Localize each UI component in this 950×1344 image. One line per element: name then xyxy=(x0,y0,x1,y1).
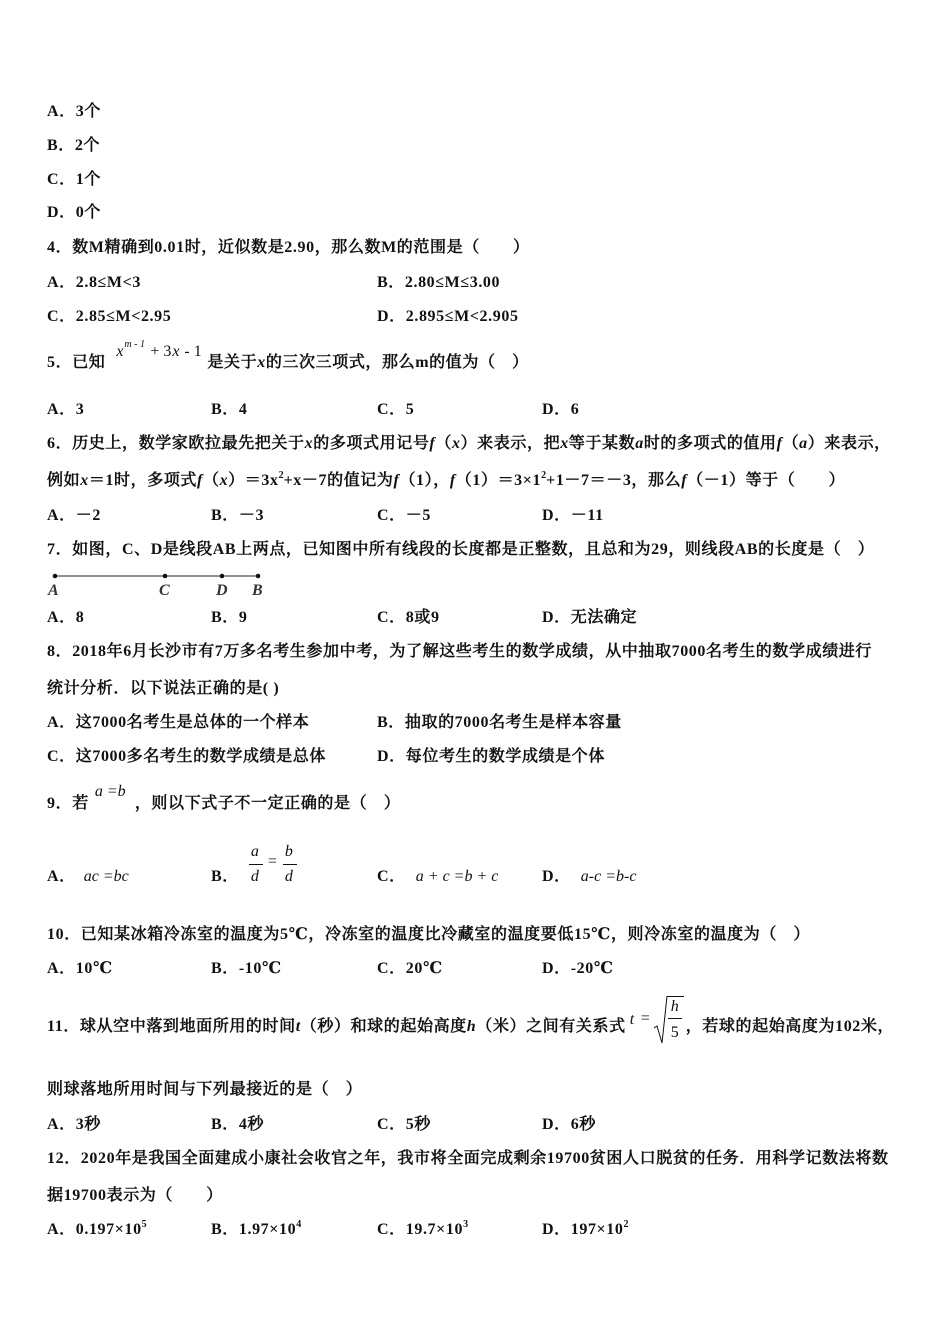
q8-option-c: C．这7000多名考生的数学成绩是总体 xyxy=(47,748,326,765)
q12-option-b xyxy=(211,1220,301,1240)
option-label: D． xyxy=(542,868,571,885)
text-run: ）＝3x xyxy=(228,472,279,489)
q4-option-a: A．2.8≤M<3 xyxy=(47,274,141,291)
text-run: （ xyxy=(202,472,220,489)
math-variable: f xyxy=(449,472,456,489)
q9-stem xyxy=(47,783,401,814)
q5-stem-before xyxy=(47,354,105,371)
text-run: A．0.197×10 xyxy=(47,1221,142,1238)
q11-option-b: B．4秒 xyxy=(211,1116,265,1133)
option-formula: ac =bc xyxy=(83,868,129,885)
q9-option-c xyxy=(377,867,498,887)
q6-stem-line2 xyxy=(47,471,845,491)
q5-option-a: A．3 xyxy=(47,401,85,418)
q7-option-b: B．9 xyxy=(211,609,248,626)
math-variable: t xyxy=(295,1018,301,1035)
math-variable: f xyxy=(776,435,783,452)
math-variable: a xyxy=(799,435,808,452)
q11-stem-line2: 则球落地所用时间与下列最接近的是（ ） xyxy=(47,1081,363,1098)
q11-option-a: A．3秒 xyxy=(47,1116,101,1133)
option-formula: a-c =b-c xyxy=(580,868,637,885)
q9-option-b xyxy=(211,843,301,887)
fraction-numerator: h xyxy=(670,998,679,1015)
text-run: ）来表示，把 xyxy=(460,435,561,452)
q6-option-c: C．－5 xyxy=(377,507,431,524)
q12-stem-line2: 据19700表示为（ ） xyxy=(47,1187,223,1204)
fraction-denominator: d xyxy=(284,868,293,885)
q8-stem-line1: 8．2018年6月长沙市有7万多名考生参加中考，为了解这些考生的数学成绩，从中抽取7000名考生的数学成绩进行 xyxy=(47,643,873,660)
superscript: 2 xyxy=(278,470,284,481)
q12-option-d xyxy=(542,1220,628,1240)
math-variable: f xyxy=(429,435,436,452)
q10-option-c: C．20℃ xyxy=(377,960,443,977)
fraction-bar xyxy=(668,1018,682,1019)
fraction-numerator: a xyxy=(250,843,259,860)
fraction-denominator: d xyxy=(250,868,259,885)
equals-sign: = xyxy=(267,853,277,870)
q6-option-b: B．－3 xyxy=(211,507,265,524)
point-b-dot xyxy=(256,574,261,579)
q4-option-c: C．2.85≤M<2.95 xyxy=(47,308,172,325)
math-variable: a xyxy=(635,435,644,452)
text-run: 5．已知 xyxy=(47,354,106,371)
q3-option-b: B．2个 xyxy=(47,137,101,154)
text-run: （ xyxy=(782,435,800,452)
q4-stem: 4．数M精确到0.01时，近似数是2.90，那么数M的范围是（ ） xyxy=(47,239,530,256)
text-run: （1）， xyxy=(399,472,450,489)
square-root-sign xyxy=(654,995,684,1045)
formula-base: x xyxy=(116,343,124,360)
q3-option-d: D．0个 xyxy=(47,204,101,221)
text-run: ）来表示， xyxy=(807,435,891,452)
fraction-numerator: b xyxy=(284,843,293,860)
text-run: （1）＝3×1 xyxy=(455,472,542,489)
q5-option-c: C．5 xyxy=(377,401,415,418)
math-variable: x xyxy=(451,435,461,452)
q3-option-a: A．3个 xyxy=(47,103,101,120)
math-variable: x xyxy=(304,435,314,452)
text-run: （ xyxy=(435,435,452,452)
q5-stem xyxy=(47,339,529,373)
q9-stem-before: 9．若 xyxy=(47,795,89,812)
superscript: 2 xyxy=(623,1219,629,1230)
formula-lhs: t xyxy=(629,1011,635,1028)
formula-term: + 3 xyxy=(150,343,172,360)
q10-option-b: B．-10℃ xyxy=(211,960,282,977)
q10-stem: 10．已知某冰箱冷冻室的温度为5℃，冷冻室的温度比冷藏室的温度要低15℃，则冷冻室的温度为（ ） xyxy=(47,926,811,943)
text-run: （米）之间有关系式 xyxy=(476,1018,626,1035)
point-b-label: B xyxy=(252,582,263,599)
q10-option-d: D．-20℃ xyxy=(542,960,614,977)
q9-option-d xyxy=(542,867,636,887)
q11-sqrt-formula xyxy=(629,998,686,1041)
option-formula: a + c =b + c xyxy=(415,868,499,885)
q9-option-a xyxy=(47,867,129,887)
superscript: 2 xyxy=(541,470,547,481)
q11-option-d: D．6秒 xyxy=(542,1116,596,1133)
point-c-label: C xyxy=(159,582,170,599)
formula-exponent: m - 1 xyxy=(124,339,145,350)
fraction-denominator: 5 xyxy=(670,1024,679,1041)
point-d-dot xyxy=(220,574,225,579)
text-run: +1－7＝－3，那么 xyxy=(546,472,682,489)
q5-stem-after xyxy=(207,354,528,371)
q12-option-a xyxy=(47,1220,147,1240)
q7-option-c: C．8或9 xyxy=(377,609,440,626)
formula-constant: - 1 xyxy=(180,343,202,360)
text-run: 的三次三项式，那么m的值为（ ） xyxy=(265,354,529,371)
q11-option-c: C．5秒 xyxy=(377,1116,431,1133)
q3-option-c: C．1个 xyxy=(47,171,101,188)
option-fraction-formula xyxy=(247,843,301,887)
fraction-bar xyxy=(249,864,263,865)
text-run: 时的多项式的值用 xyxy=(643,435,777,452)
point-a-dot xyxy=(53,574,58,579)
formula-variable: x xyxy=(172,343,180,360)
math-variable: h xyxy=(466,1018,477,1035)
q7-option-d: D．无法确定 xyxy=(542,609,638,626)
q9-stem-after: ，则以下式子不一定正确的是（ ） xyxy=(134,795,401,812)
text-run: B．1.97×10 xyxy=(211,1221,297,1238)
q6-option-d: D．－11 xyxy=(542,507,604,524)
superscript: 4 xyxy=(296,1219,302,1230)
equals-sign: = xyxy=(640,1010,650,1027)
math-variable: x xyxy=(560,435,569,452)
superscript: 5 xyxy=(141,1219,147,1230)
superscript: 3 xyxy=(463,1219,469,1230)
text-run: D．197×10 xyxy=(542,1221,624,1238)
math-variable: f xyxy=(393,472,400,489)
text-run: 是关于 xyxy=(207,354,258,371)
math-variable: x xyxy=(257,354,266,371)
q6-option-a: A．－2 xyxy=(47,507,101,524)
math-variable: f xyxy=(681,472,688,489)
q11-stem-line1 xyxy=(47,998,895,1041)
formula-a-equals-b: a =b xyxy=(94,783,126,800)
q8-stem-line2: 统计分析．以下说法正确的是( ) xyxy=(47,680,280,697)
text-run: +x－7的值记为 xyxy=(283,472,394,489)
point-c-dot xyxy=(163,574,168,579)
point-d-label: D xyxy=(216,582,228,599)
q12-stem-line1: 12．2020年是我国全面建成小康社会收官之年，我市将全面完成剩余19700贫困人口脱贫的任务．用科学记数法将数 xyxy=(47,1150,889,1167)
q7-line-segment-figure xyxy=(45,568,275,600)
text-run: C．19.7×10 xyxy=(377,1221,464,1238)
option-label: C． xyxy=(377,868,406,885)
q11-stem-before xyxy=(47,1018,626,1035)
point-a-label: A xyxy=(48,582,59,599)
q7-stem: 7．如图，C、D是线段AB上两点，已知图中所有线段的长度都是正整数，且总和为29，则线段AB的长度是（ ） xyxy=(47,541,875,558)
q12-option-c xyxy=(377,1220,468,1240)
q11-stem-after xyxy=(686,1018,894,1035)
math-variable: x xyxy=(80,472,89,489)
q8-option-a: A．这7000名考生是总体的一个样本 xyxy=(47,714,310,731)
math-variable: f xyxy=(197,472,203,489)
q8-option-b: B．抽取的7000名考生是样本容量 xyxy=(377,714,622,731)
math-variable: x xyxy=(219,472,229,489)
text-run: 例如 xyxy=(47,472,81,489)
fraction-bar xyxy=(283,864,297,865)
q5-polynomial-formula xyxy=(115,339,207,373)
q9-equation-formula xyxy=(94,783,135,814)
q6-stem-line1 xyxy=(47,434,891,454)
text-run: 的多项式用记号 xyxy=(313,435,430,452)
q4-option-b: B．2.80≤M≤3.00 xyxy=(377,274,501,291)
text-run: （－1）等于（ ） xyxy=(687,472,846,489)
text-run: 11．球从空中落到地面所用的时间 xyxy=(47,1018,296,1035)
q8-option-d: D．每位考生的数学成绩是个体 xyxy=(377,748,605,765)
q4-option-d: D．2.895≤M<2.905 xyxy=(377,308,519,325)
q7-option-a: A．8 xyxy=(47,609,85,626)
q10-option-a: A．10℃ xyxy=(47,960,113,977)
q5-option-d: D．6 xyxy=(542,401,580,418)
option-label: B． xyxy=(211,868,239,885)
text-run: 6．历史上，数学家欧拉最先把关于 xyxy=(47,435,305,452)
text-run: ，若球的起始高度为102米， xyxy=(685,1018,895,1035)
option-label: A． xyxy=(47,868,76,885)
text-run: ＝1时，多项式 xyxy=(88,472,198,489)
text-run: 等于某数 xyxy=(568,435,636,452)
q5-option-b: B．4 xyxy=(211,401,248,418)
text-run: （秒）和球的起始高度 xyxy=(300,1018,467,1035)
